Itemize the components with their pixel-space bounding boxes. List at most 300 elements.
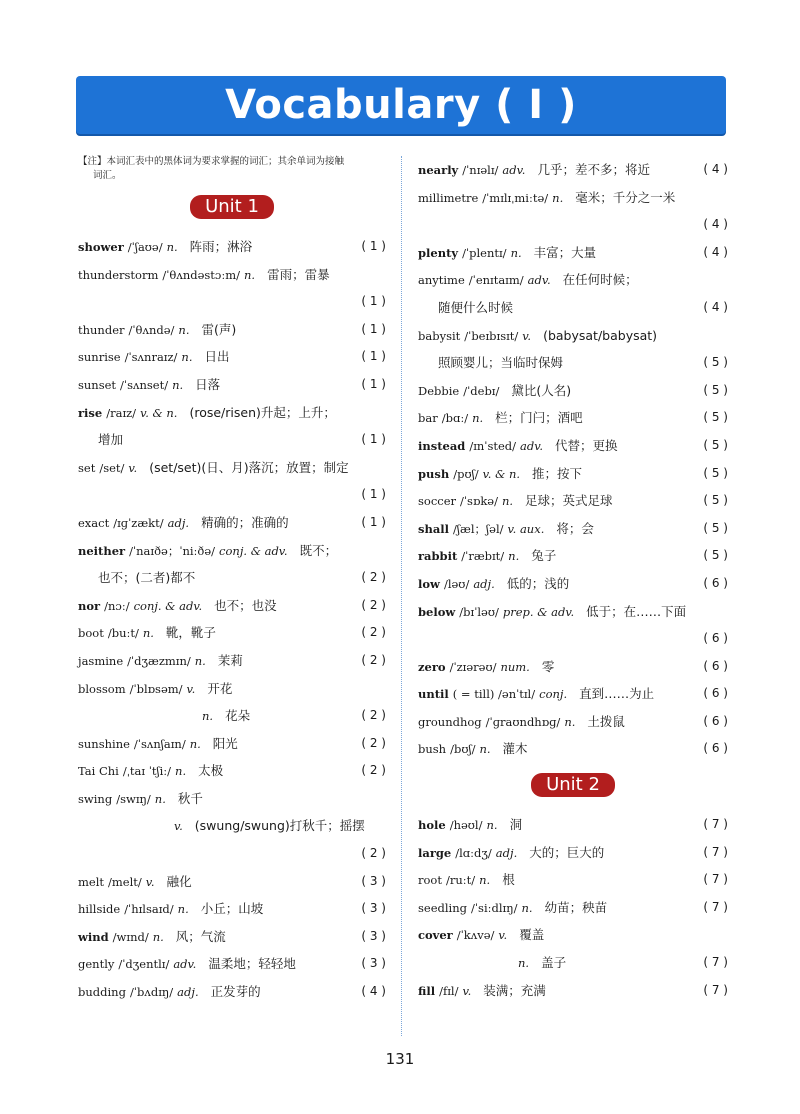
definition: 太极 <box>198 763 224 779</box>
part-of-speech: n. <box>142 626 154 641</box>
definition: 低的；浅的 <box>506 575 570 591</box>
unit-reference: ( 2 ) <box>361 652 386 667</box>
part-of-speech: n. <box>175 764 187 779</box>
unit-badge: Unit 1 <box>190 195 274 219</box>
unit-reference: ( 7 ) <box>703 844 728 859</box>
part-of-speech: v. aux. <box>507 521 545 536</box>
vocab-entry <box>78 426 386 454</box>
headword: nor <box>78 598 101 613</box>
vocab-entry <box>418 811 728 839</box>
phonetic: ( = till) /ənˈtɪl/ <box>452 687 536 702</box>
headword: fill <box>418 983 436 998</box>
unit-reference: ( 6 ) <box>703 631 728 646</box>
unit-reference: ( 1 ) <box>361 349 386 364</box>
definition: 花朵 <box>225 708 251 724</box>
headword: hole <box>418 818 446 833</box>
part-of-speech: v. <box>186 681 196 696</box>
unit-reference: ( 2 ) <box>361 625 386 640</box>
unit-reference: ( 2 ) <box>361 846 386 861</box>
unit-reference: ( 7 ) <box>703 817 728 832</box>
definition: 幼苗；秧苗 <box>544 899 608 915</box>
definition: (babysat/babysat) <box>543 327 658 343</box>
part-of-speech: n. <box>244 267 256 282</box>
vocab-entry <box>78 785 386 813</box>
part-of-speech: n. <box>510 245 522 260</box>
headword: swing <box>78 791 113 806</box>
vocab-entry <box>78 978 386 1006</box>
definition: 温柔地；轻轻地 <box>208 956 296 972</box>
part-of-speech: v. <box>128 460 138 475</box>
vocab-entry <box>78 343 386 371</box>
vocab-entry <box>78 564 386 592</box>
part-of-speech: n. <box>479 742 491 757</box>
unit-reference: ( 2 ) <box>361 597 386 612</box>
part-of-speech: adv. <box>502 163 526 177</box>
headword: below <box>418 604 456 619</box>
unit-reference: ( 6 ) <box>703 658 728 673</box>
unit-reference: ( 6 ) <box>703 713 728 728</box>
headword: millimetre <box>418 190 479 205</box>
unit-reference: ( 5 ) <box>703 465 728 480</box>
phonetic: /ruːt/ <box>445 873 476 888</box>
unit-reference: ( 2 ) <box>361 570 386 585</box>
definition: 直到……为止 <box>579 686 655 702</box>
part-of-speech: prep. & adv. <box>502 604 575 619</box>
phonetic: /ɪɡˈzækt/ <box>113 515 164 530</box>
phonetic: /ˈsiːdlɪŋ/ <box>471 900 518 915</box>
phonetic: /pʊʃ/ <box>453 466 479 481</box>
phonetic: /ˈsɒkə/ <box>460 494 498 509</box>
unit-reference: ( 3 ) <box>361 956 386 971</box>
definition: 零 <box>541 658 555 674</box>
definition: 正发芽的 <box>210 984 261 1000</box>
definition: 阳光 <box>212 735 238 751</box>
unit-reference: ( 7 ) <box>703 982 728 997</box>
headword: push <box>418 466 450 481</box>
headword: exact <box>78 515 110 530</box>
vocab-entry <box>418 921 728 949</box>
definition: 毫米；千分之一米 <box>575 189 676 205</box>
unit-reference: ( 6 ) <box>703 575 728 590</box>
definition: 推；按下 <box>532 465 583 481</box>
headword: zero <box>418 659 446 674</box>
phonetic: /ʃæl；ʃəl/ <box>453 521 504 536</box>
headword: thunderstorm <box>78 267 159 282</box>
part-of-speech: n. <box>479 873 491 888</box>
phonetic: /həʊl/ <box>449 818 483 833</box>
headword: soccer <box>418 494 457 509</box>
headword: until <box>418 687 449 702</box>
headword: boot <box>78 626 104 641</box>
part-of-speech: v. <box>174 819 183 834</box>
part-of-speech: n. <box>172 377 184 392</box>
phonetic: /bɪˈləʊ/ <box>459 604 499 619</box>
phonetic: /swɪŋ/ <box>116 791 151 806</box>
headword: seedling <box>418 900 467 915</box>
definition: 也不；也没 <box>214 597 277 613</box>
part-of-speech: conj. & adv. <box>133 598 203 613</box>
unit-reference: ( 6 ) <box>703 741 728 756</box>
definition: 兔子 <box>531 548 557 564</box>
vocab-entry <box>78 619 386 647</box>
vocab-entry <box>418 349 728 377</box>
headword: bar <box>418 411 438 426</box>
phonetic: /ˈkʌvə/ <box>456 928 495 943</box>
phonetic: /ˈbeɪbɪsɪt/ <box>464 328 519 343</box>
vocab-entry <box>78 757 386 785</box>
part-of-speech: n. <box>552 190 564 205</box>
vocab-entry <box>418 680 728 708</box>
phonetic: /ˈdʒentlɪ/ <box>118 957 170 972</box>
definition: 精确的；准确的 <box>201 514 289 530</box>
phonetic: /nɔː/ <box>104 598 130 613</box>
part-of-speech: adj. <box>177 985 199 1000</box>
unit-reference: ( 7 ) <box>703 872 728 887</box>
unit-badge: Unit 2 <box>531 773 615 797</box>
note <box>78 155 386 183</box>
headword: thunder <box>78 322 125 337</box>
phonetic: /ˌtaɪ ˈtʃiː/ <box>122 764 172 779</box>
definition: 土拨鼠 <box>587 713 625 729</box>
definition: 雷雨；雷暴 <box>267 266 330 282</box>
headword: instead <box>418 438 466 453</box>
headword: low <box>418 576 440 591</box>
definition: 灌木 <box>502 741 528 757</box>
phonetic: /ˈɡraʊndhɒɡ/ <box>485 714 561 729</box>
definition: 风；气流 <box>175 928 226 944</box>
definition: 茉莉 <box>217 652 243 668</box>
part-of-speech: conj. <box>539 687 568 702</box>
vocab-entry <box>78 261 386 289</box>
part-of-speech: n. <box>178 322 190 337</box>
part-of-speech: v. <box>462 983 472 998</box>
vocab-entry <box>418 432 728 460</box>
part-of-speech: n. <box>152 929 164 944</box>
phonetic: /bʊʃ/ <box>450 742 476 757</box>
unit-reference: ( 4 ) <box>703 162 728 176</box>
part-of-speech: n. <box>564 714 576 729</box>
unit-reference: ( 5 ) <box>703 520 728 535</box>
vocab-entry <box>418 708 728 736</box>
vocab-entry <box>418 735 728 763</box>
vocab-entry <box>78 923 386 951</box>
phonetic: /ˈθʌndəstɔːm/ <box>162 267 241 282</box>
vocab-entry <box>78 702 386 730</box>
part-of-speech: adv. <box>173 957 197 972</box>
vocab-entry <box>78 812 386 840</box>
vocab-entry <box>78 895 386 923</box>
phonetic: /ləʊ/ <box>443 576 470 591</box>
headword: sunshine <box>78 736 130 751</box>
definition: 开花 <box>207 680 233 696</box>
part-of-speech: n. <box>177 902 189 917</box>
part-of-speech: n. <box>189 736 201 751</box>
headword: cover <box>418 928 453 943</box>
headword: anytime <box>418 273 465 288</box>
phonetic: /ˈsʌnʃaɪn/ <box>133 736 186 751</box>
unit-reference: ( 4 ) <box>361 984 386 999</box>
phonetic: /ˈsʌnset/ <box>120 377 169 392</box>
unit-1-heading <box>78 195 386 221</box>
headword: Tai Chi <box>78 764 119 779</box>
part-of-speech: n. <box>202 709 214 724</box>
title-banner <box>76 76 726 134</box>
part-of-speech: adj. <box>473 576 495 591</box>
phonetic: /ˈnɪəlɪ/ <box>462 163 499 177</box>
unit-reference: ( 5 ) <box>703 382 728 397</box>
part-of-speech: n. <box>521 900 533 915</box>
phonetic: /fɪl/ <box>439 983 459 998</box>
headword: jasmine <box>78 653 124 668</box>
unit-reference: ( 4 ) <box>703 217 728 232</box>
unit-reference: ( 5 ) <box>703 410 728 425</box>
vocab-entry <box>78 509 386 537</box>
headword: sunset <box>78 377 117 392</box>
part-of-speech: n. <box>154 791 166 806</box>
vocab-entry <box>418 211 728 239</box>
vocab-entry <box>418 404 728 432</box>
unit-reference: ( 3 ) <box>361 901 386 916</box>
unit-reference: ( 4 ) <box>703 299 728 314</box>
unit-reference: ( 3 ) <box>361 873 386 888</box>
definition: 日落 <box>195 376 221 392</box>
phonetic: /ˈhɪlsaɪd/ <box>124 902 174 917</box>
vocab-entry <box>418 377 728 405</box>
vocab-entry <box>78 454 386 482</box>
unit-reference: ( 6 ) <box>703 686 728 701</box>
part-of-speech: adv. <box>520 438 544 453</box>
page-number: 131 <box>385 1050 415 1068</box>
headword: set <box>78 460 96 475</box>
vocab-entry <box>78 950 386 978</box>
phonetic: /ˈblɒsəm/ <box>129 681 183 696</box>
headword: root <box>418 873 442 888</box>
definition: 既不； <box>299 542 338 558</box>
unit-reference: ( 3 ) <box>361 928 386 943</box>
unit-reference: ( 1 ) <box>361 432 386 447</box>
headword: groundhog <box>418 714 482 729</box>
phonetic: /ˈzɪərəʊ/ <box>449 659 497 674</box>
unit-reference: ( 1 ) <box>361 321 386 336</box>
word-list-unit-2 <box>418 811 728 1004</box>
definition: 栏；门闩；酒吧 <box>495 410 583 426</box>
definition: 覆盖 <box>519 927 545 943</box>
vocab-entry <box>78 481 386 509</box>
definition: (swung/swung)打秋千；摇摆 <box>194 818 365 834</box>
headword: babysit <box>418 328 461 343</box>
definition: (rose/risen)升起；上升； <box>189 404 336 420</box>
headword: melt <box>78 874 105 889</box>
vocab-entry <box>78 730 386 758</box>
unit-reference: ( 2 ) <box>361 735 386 750</box>
phonetic: /buːt/ <box>107 626 139 641</box>
word-list-unit-1-left <box>78 233 386 1006</box>
vocab-entry <box>78 840 386 868</box>
page-title: Vocabulary ( I ) <box>225 82 577 128</box>
unit-reference: ( 7 ) <box>703 899 728 914</box>
definition: 照顾婴儿；当临时保姆 <box>438 355 564 371</box>
vocab-entry <box>78 233 386 261</box>
vocab-entry <box>78 316 386 344</box>
headword: gently <box>78 957 115 972</box>
part-of-speech: n. <box>181 350 193 365</box>
definition: 秋千 <box>177 790 203 806</box>
definition: 增加 <box>98 432 124 448</box>
part-of-speech: conj. & adv. <box>219 543 288 558</box>
vocab-entry <box>418 977 728 1005</box>
vocab-entry <box>418 239 728 267</box>
definition: 随便什么时候 <box>438 299 514 315</box>
unit-2-heading <box>418 773 728 799</box>
part-of-speech: n. <box>472 411 484 426</box>
headword: shower <box>78 240 124 254</box>
headword: budding <box>78 985 126 1000</box>
phonetic: /ˈdebɪ/ <box>463 383 500 398</box>
phonetic: /ˈnaɪðə；ˈniːðə/ <box>129 543 216 558</box>
headword: shall <box>418 521 450 536</box>
headword: blossom <box>78 681 126 696</box>
unit-reference: ( 1 ) <box>361 514 386 529</box>
unit-reference: ( 5 ) <box>703 548 728 563</box>
part-of-speech: n. <box>518 956 530 971</box>
phonetic: /ˈθʌndə/ <box>128 322 175 337</box>
definition: 装满；充满 <box>483 982 546 998</box>
part-of-speech: n. <box>508 549 520 564</box>
phonetic: /ˈbʌdɪŋ/ <box>129 985 174 1000</box>
definition: 黛比(人名) <box>511 382 572 398</box>
unit-reference: ( 2 ) <box>361 708 386 723</box>
part-of-speech: adj. <box>167 515 190 530</box>
part-of-speech: num. <box>500 659 530 674</box>
part-of-speech: n. <box>486 818 498 833</box>
unit-reference: ( 4 ) <box>703 244 728 259</box>
phonetic: /ˈplentɪ/ <box>462 245 507 260</box>
definition: 靴，靴子 <box>165 625 216 641</box>
part-of-speech: adj. <box>495 845 518 860</box>
definition: 足球；英式足球 <box>525 493 613 509</box>
vocab-entry <box>78 399 386 427</box>
vocab-entry <box>78 288 386 316</box>
unit-reference: ( 5 ) <box>703 437 728 452</box>
headword: large <box>418 845 452 860</box>
unit-reference: ( 5 ) <box>703 493 728 508</box>
left-column <box>78 155 386 1006</box>
vocab-entry <box>78 868 386 896</box>
phonetic: /wɪnd/ <box>112 929 149 944</box>
vocab-entry <box>418 156 728 184</box>
definition: 几乎；差不多；将近 <box>537 162 650 177</box>
vocab-entry <box>418 866 728 894</box>
definition: 丰富；大量 <box>533 244 597 260</box>
vocab-entry <box>78 675 386 703</box>
headword: rise <box>78 405 103 420</box>
vocab-entry <box>418 515 728 543</box>
vocab-entry <box>418 653 728 681</box>
note-line-1: 本词汇表中的黑体词为要求掌握的词汇；其余单词为接触 <box>106 156 345 167</box>
unit-reference: ( 1 ) <box>361 294 386 309</box>
part-of-speech: v. & n. <box>140 405 178 420</box>
vocab-entry <box>418 294 728 322</box>
vocab-entry <box>418 570 728 598</box>
headword: plenty <box>418 245 459 260</box>
phonetic: /ˈmɪlɪˌmiːtə/ <box>482 190 549 205</box>
part-of-speech: v. & n. <box>482 466 521 481</box>
definition: (set/set)(日、月)落沉；放置；制定 <box>149 459 349 475</box>
unit-reference: ( 1 ) <box>361 376 386 391</box>
unit-reference: ( 7 ) <box>703 955 728 970</box>
note-tag: 【注】 <box>78 156 107 167</box>
part-of-speech: adv. <box>527 273 551 288</box>
part-of-speech: v. <box>145 874 155 889</box>
vocab-entry <box>78 647 386 675</box>
definition: 也不；(二者)都不 <box>98 570 196 586</box>
phonetic: /ˈsʌnraɪz/ <box>124 350 178 365</box>
vocab-entry <box>78 592 386 620</box>
definition: 雷(声) <box>201 321 237 337</box>
phonetic: /set/ <box>99 460 125 475</box>
headword: bush <box>418 742 447 757</box>
definition: 低于；在……下面 <box>586 603 687 619</box>
headword: nearly <box>418 163 459 177</box>
headword: rabbit <box>418 549 458 564</box>
vocab-entry <box>418 487 728 515</box>
unit-reference: ( 1 ) <box>361 487 386 502</box>
headword: hillside <box>78 902 121 917</box>
vocab-entry <box>418 184 728 212</box>
phonetic: /ˈræbɪt/ <box>461 549 505 564</box>
phonetic: /ɪnˈsted/ <box>469 438 517 453</box>
definition: 将；会 <box>556 520 594 536</box>
vocab-entry <box>418 625 728 653</box>
phonetic: /bɑː/ <box>441 411 469 426</box>
vocab-entry <box>418 949 728 977</box>
phonetic: /melt/ <box>108 874 142 889</box>
phonetic: /ˈenɪtaɪm/ <box>468 273 524 288</box>
definition: 代替；更换 <box>555 437 618 453</box>
part-of-speech: n. <box>194 653 206 668</box>
vocab-entry <box>78 537 386 565</box>
part-of-speech: n. <box>501 494 514 509</box>
word-list-unit-1-right <box>418 156 728 763</box>
headword: sunrise <box>78 350 121 365</box>
part-of-speech: v. <box>522 328 532 343</box>
headword: neither <box>78 543 126 558</box>
definition: 日出 <box>204 349 230 365</box>
unit-reference: ( 5 ) <box>703 355 728 370</box>
column-divider <box>401 156 402 1036</box>
vocab-entry <box>418 266 728 294</box>
unit-reference: ( 2 ) <box>361 763 386 778</box>
definition: 小丘；山坡 <box>200 901 264 917</box>
phonetic: /raɪz/ <box>106 405 137 420</box>
vocab-entry <box>78 371 386 399</box>
vocab-entry <box>418 839 728 867</box>
note-line-2: 词汇。 <box>93 170 122 181</box>
part-of-speech: n. <box>166 240 178 254</box>
definition: 大的；巨大的 <box>529 844 605 860</box>
vocab-entry <box>418 598 728 626</box>
phonetic: /ˈʃaʊə/ <box>127 240 163 254</box>
phonetic: /ˈdʒæzmɪn/ <box>127 653 191 668</box>
right-column <box>418 156 728 1004</box>
vocab-entry <box>418 460 728 488</box>
definition: 在任何时候； <box>562 272 638 288</box>
definition: 阵雨；淋浴 <box>189 239 253 254</box>
definition: 洞 <box>509 817 523 833</box>
phonetic: /lɑːdʒ/ <box>455 845 492 860</box>
definition: 融化 <box>166 873 192 889</box>
vocab-entry <box>418 542 728 570</box>
